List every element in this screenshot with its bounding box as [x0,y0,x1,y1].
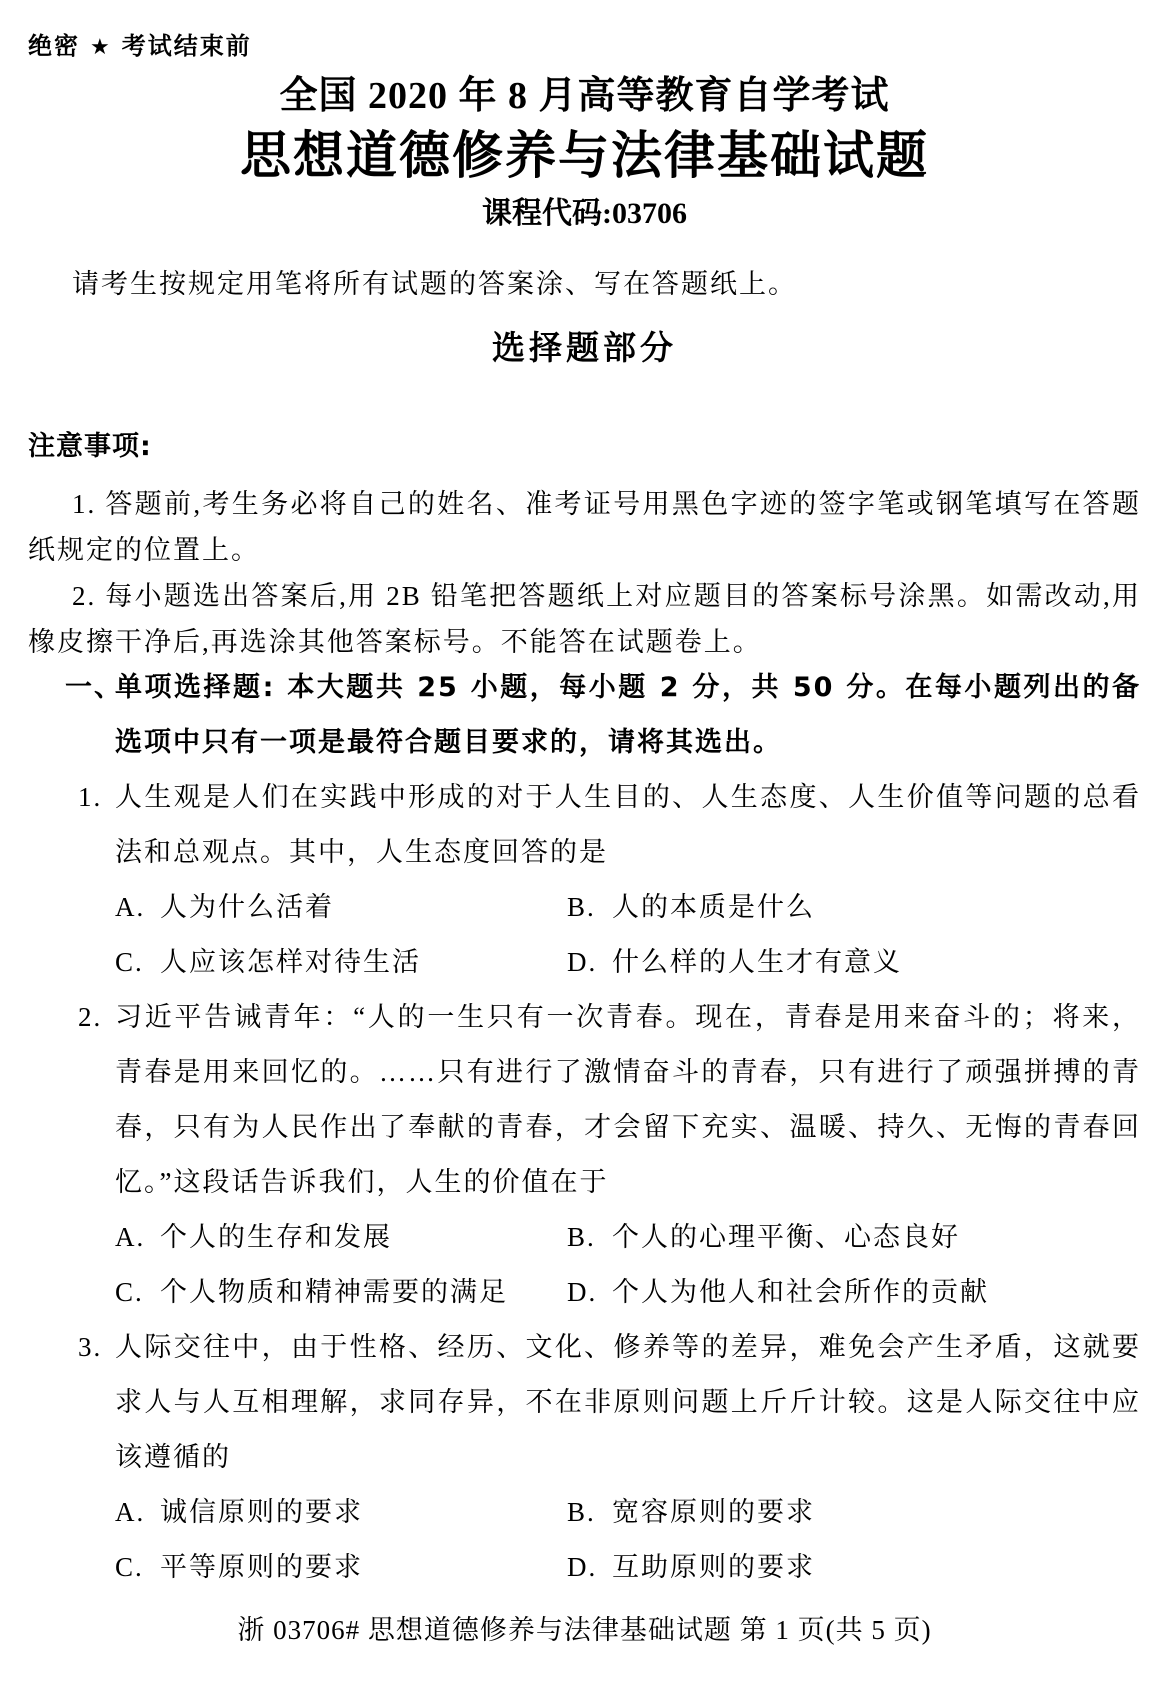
questions-section [28,660,1141,1595]
star-icon: ★ [90,35,112,60]
part-one-number: 一、 [65,672,123,703]
option-label: D. [567,947,598,977]
question-3 [28,1320,1141,1595]
question-2-option-c [115,1265,567,1320]
notice-item-2: 2. 每小题选出答案后,用 2B 铅笔把答题纸上对应题目的答案标号涂黑。如需改动,用橡皮擦干净后,再选涂其他答案标号。不能答在试题卷上。 [28,581,1141,657]
option-label: D. [567,1277,598,1307]
option-text: 个人的心理平衡、心态良好 [612,1222,960,1252]
question-2-option-a [115,1210,567,1265]
option-text: 互助原则的要求 [612,1552,815,1582]
question-1-option-c [115,935,567,990]
instruction-text: 请考生按规定用笔将所有试题的答案涂、写在答题纸上。 [72,269,797,299]
question-2-number: 2. [78,1002,103,1032]
question-2-option-b [567,1210,1141,1265]
question-3-number: 3. [78,1332,103,1362]
notices-heading: 注意事项: [28,431,152,462]
question-1 [28,770,1141,990]
option-text: 个人的生存和发展 [160,1222,392,1252]
question-2 [28,990,1141,1320]
option-label: C. [115,947,144,977]
question-2-option-d [567,1265,1141,1320]
option-text: 人为什么活着 [160,892,334,922]
question-1-text: 人生观是人们在实践中形成的对于人生目的、人生态度、人生价值等问题的总看法和总观点。其中，人生态度回答的是 [115,782,1141,867]
option-label: C. [115,1277,144,1307]
question-3-text: 人际交往中，由于性格、经历、文化、修养等的差异，难免会产生矛盾，这就要求人与人互相理解，求同存异，不在非原则问题上斤斤计较。这是人际交往中应该遵循的 [115,1332,1141,1472]
page-footer: 浙 03706# 思想道德修养与法律基础试题 第 1 页(共 5 页) [237,1615,932,1645]
option-label: A. [115,892,146,922]
question-2-text: 习近平告诫青年：“人的一生只有一次青春。现在，青春是用来奋斗的；将来，青春是用来回忆的。……只有进行了激情奋斗的青春，只有进行了顽强拼搏的青春，只有为人民作出了奉献的青春，才会留下充实、温暖、持久、无悔的青春回忆。”这段话告诉我们，人生的价值在于 [115,1002,1141,1197]
option-label: B. [567,892,596,922]
classification-banner [28,26,252,61]
question-3-option-b [567,1485,1141,1540]
option-label: A. [115,1222,146,1252]
question-3-option-d [567,1540,1141,1595]
question-3-option-a [115,1485,567,1540]
option-text: 人应该怎样对待生活 [160,947,421,977]
option-label: B. [567,1222,596,1252]
question-1-option-d [567,935,1141,990]
classification-level: 绝密 [28,32,80,60]
question-3-options [115,1485,1141,1595]
option-label: B. [567,1497,596,1527]
notices [28,424,1141,665]
option-text: 人的本质是什么 [612,892,815,922]
course-code: 课程代码:03706 [482,197,687,230]
option-text: 什么样的人生才有意义 [612,947,902,977]
section-heading: 选择题部分 [492,328,677,367]
option-text: 宽容原则的要求 [612,1497,815,1527]
option-text: 个人物质和精神需要的满足 [160,1277,508,1307]
exam-title: 全国 2020 年 8 月高等教育自学考试 [279,75,890,117]
question-1-options [115,880,1141,990]
part-one-heading [28,660,1141,770]
classification-until: 考试结束前 [121,32,252,60]
subject-title: 思想道德修养与法律基础试题 [239,127,929,186]
option-text: 个人为他人和社会所作的贡献 [612,1277,989,1307]
option-text: 平等原则的要求 [160,1552,363,1582]
option-label: D. [567,1552,598,1582]
question-1-option-b [567,880,1141,935]
question-2-options [115,1210,1141,1320]
question-3-option-c [115,1540,567,1595]
part-one-heading-text: 单项选择题: 本大题共 25 小题，每小题 2 分，共 50 分。在每小题列出的备选项中只有一项是最符合题目要求的，请将其选出。 [115,672,1141,758]
question-1-number: 1. [78,782,103,812]
option-label: C. [115,1552,144,1582]
question-1-option-a [115,880,567,935]
option-label: A. [115,1497,146,1527]
option-text: 诚信原则的要求 [160,1497,363,1527]
notice-item-1: 1. 答题前,考生务必将自己的姓名、准考证号用黑色字迹的签字笔或钢笔填写在答题纸规定的位置上。 [28,489,1141,565]
